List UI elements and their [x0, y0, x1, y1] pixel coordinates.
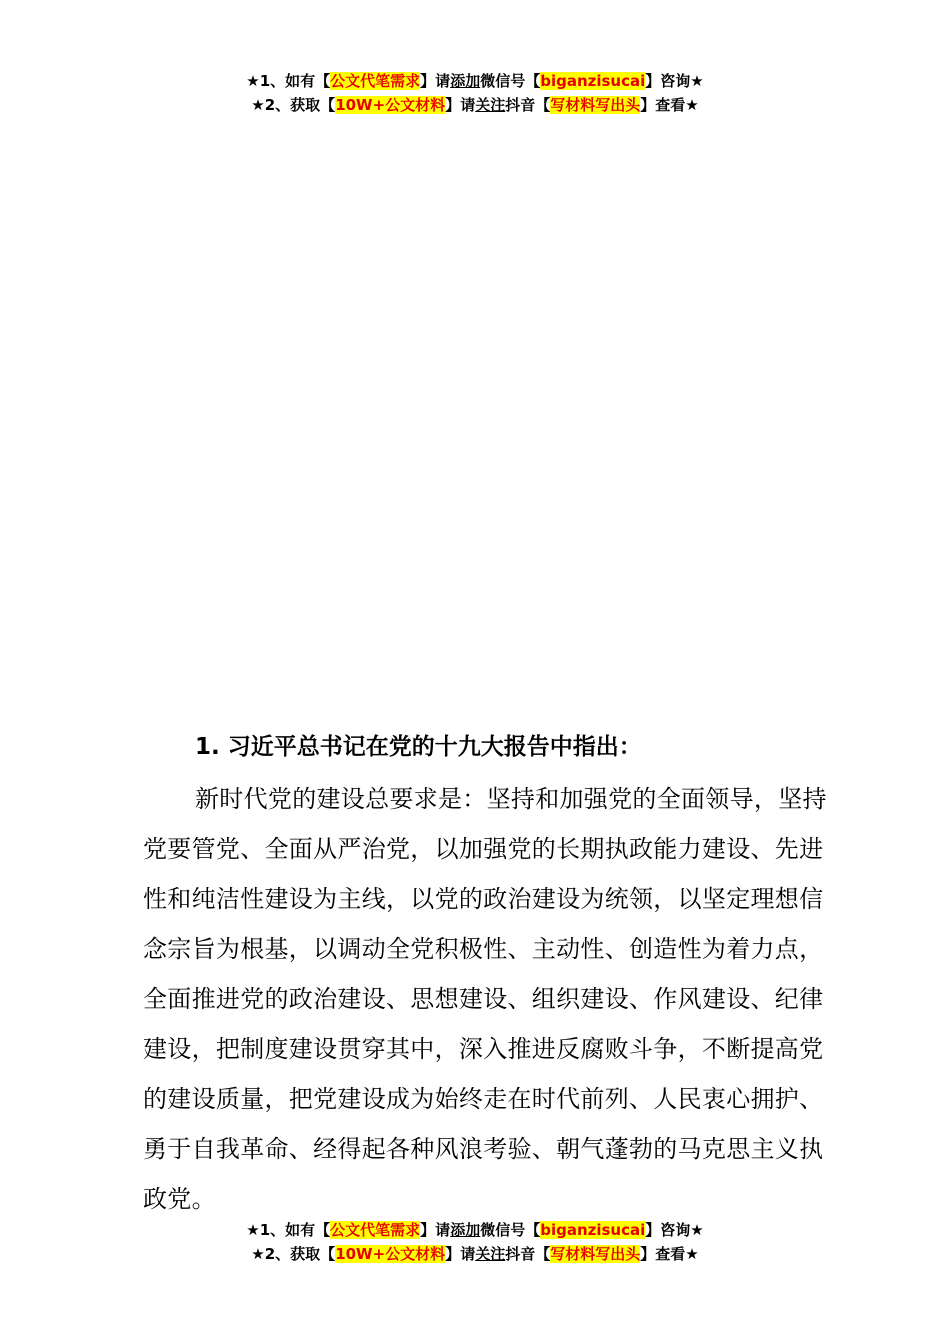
underlined-text: 添加: [450, 72, 481, 90]
banner-line-2: [0, 93, 950, 117]
banner-text: 】请: [420, 72, 451, 90]
underlined-text: 关注: [475, 96, 506, 114]
banner-text: 】咨询★: [645, 72, 704, 90]
banner-text: ★2、获取【: [251, 1245, 336, 1263]
header-banner: [0, 69, 950, 117]
wechat-id: biganzisucai: [540, 72, 646, 90]
banner-text: 】请: [445, 96, 476, 114]
highlight-text: 10W+公文材料: [335, 1245, 446, 1263]
banner-text: ★2、获取【: [251, 96, 336, 114]
banner-text: 微信号【: [480, 1221, 541, 1239]
underlined-text: 关注: [475, 1245, 506, 1263]
banner-text: 】咨询★: [645, 1221, 704, 1239]
banner-line-1: [0, 69, 950, 93]
underlined-text: 添加: [450, 1221, 481, 1239]
wechat-id: biganzisucai: [540, 1221, 646, 1239]
banner-text: 抖音【: [505, 96, 551, 114]
banner-text: 】请: [445, 1245, 476, 1263]
document-body: [143, 730, 843, 1224]
banner-line-2: [0, 1242, 950, 1266]
douyin-account: 写材料写出头: [550, 1245, 641, 1263]
highlight-text: 公文代笔需求: [330, 1221, 421, 1239]
footer-banner: [0, 1218, 950, 1266]
banner-text: 】查看★: [640, 1245, 699, 1263]
banner-text: 抖音【: [505, 1245, 551, 1263]
douyin-account: 写材料写出头: [550, 96, 641, 114]
section-heading: 1. 习近平总书记在党的十九大报告中指出：: [195, 734, 642, 760]
banner-text: 微信号【: [480, 72, 541, 90]
banner-text: 】请: [420, 1221, 451, 1239]
body-paragraph: 新时代党的建设总要求是：坚持和加强党的全面领导，坚持党要管党、全面从严治党，以加强党的长期执政能力建设、先进性和纯洁性建设为主线，以党的政治建设为统领，以坚定理想信念宗旨为根基，以调动全党积极性、主动性、创造性为着力点，全面推进党的政治建设、思想建设、组织建设、作风建设、纪律建设，把制度建设贯穿其中，深入推进反腐败斗争，不断提高党的建设质量，把党建设成为始终走在时代前列、人民衷心拥护、勇于自我革命、经得起各种风浪考验、朝气蓬勃的马克思主义执政党。: [143, 785, 827, 1213]
highlight-text: 10W+公文材料: [335, 96, 446, 114]
banner-text: 】查看★: [640, 96, 699, 114]
highlight-text: 公文代笔需求: [330, 72, 421, 90]
banner-text: ★1、如有【: [246, 1221, 331, 1239]
banner-text: ★1、如有【: [246, 72, 331, 90]
banner-line-1: [0, 1218, 950, 1242]
